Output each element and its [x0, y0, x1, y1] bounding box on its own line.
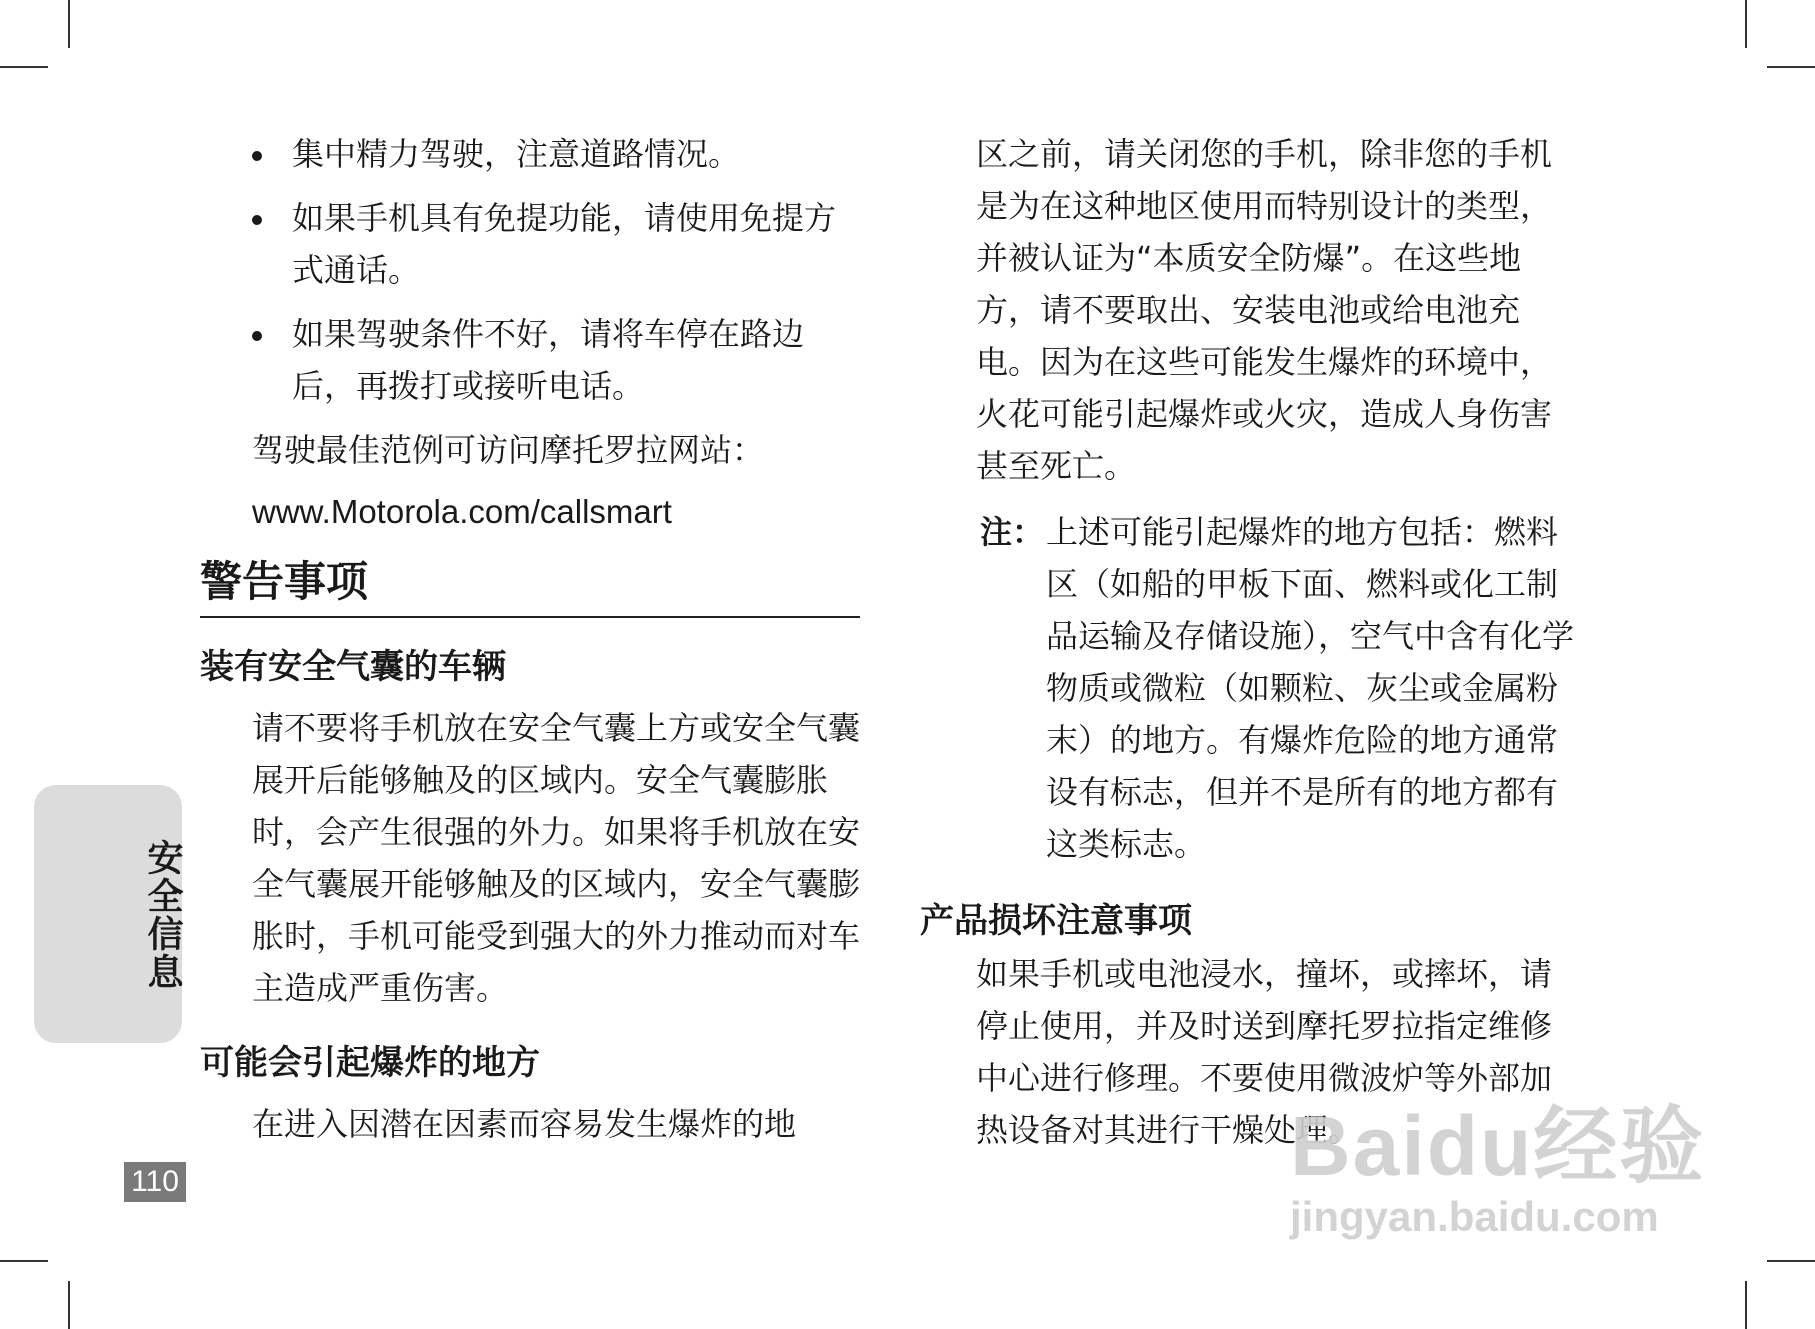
airbag-body: 请不要将手机放在安全气囊上方或安全气囊展开后能够触及的区域内。安全气囊膨胀时，会产生很强的外力。如果将手机放在安全气囊展开能够触及的区域内，安全气囊膨胀时，手机可能受到强大的外力推动而对车主造成严重伤害。	[252, 709, 861, 1007]
bullet-icon	[252, 331, 262, 341]
list-item: 如果手机具有免提功能，请使用免提方式通话。	[200, 192, 860, 296]
crop-mark	[0, 1260, 48, 1262]
right-column	[920, 128, 1580, 1156]
bullet-icon	[252, 215, 262, 225]
watermark-domain: jingyan.baidu.com	[1290, 1193, 1659, 1240]
airbag-heading: 装有安全气囊的车辆	[200, 647, 506, 687]
explosive-body-continued: 区之前，请关闭您的手机，除非您的手机是为在这种地区使用而特别设计的类型，并被认证为“本质安全防爆”。在这些地方，请不要取出、安装电池或给电池充电。因为在这些可能发生爆炸的环境中，火花可能引起爆炸或火灾，造成人身伤害甚至死亡。	[976, 135, 1553, 485]
left-column	[200, 128, 860, 1150]
list-item: 如果驾驶条件不好，请将车停在路边后，再拨打或接听电话。	[200, 308, 860, 412]
crop-mark	[1745, 0, 1747, 48]
note-body: 上述可能引起爆炸的地方包括：燃料区（如船的甲板下面、燃料或化工制品运输及存储设施），空气中含有化学物质或微粒（如颗粒、灰尘或金属粉末）的地方。有爆炸危险的地方通常设有标志，但并不是所有的地方都有这类标志。	[1046, 513, 1575, 863]
crop-mark	[68, 1281, 70, 1329]
note-label: 注：	[980, 513, 1045, 551]
driving-tips-list	[200, 128, 860, 412]
note-block	[920, 506, 1580, 870]
best-practices-text: 驾驶最佳范例可访问摩托罗拉网站：	[252, 431, 765, 469]
crop-mark	[0, 66, 48, 68]
page-number: 110	[124, 1162, 186, 1202]
section-title: 警告事项	[200, 557, 369, 606]
crop-mark	[1745, 1281, 1747, 1329]
list-item: 集中精力驾驶，注意道路情况。	[200, 128, 860, 180]
section-divider	[200, 616, 860, 618]
crop-mark	[1767, 66, 1815, 68]
watermark-logo: Baidu经验	[1290, 1099, 1706, 1193]
damage-body: 如果手机或电池浸水，撞坏，或摔坏，请停止使用，并及时送到摩托罗拉指定维修中心进行修理。不要使用微波炉等外部加热设备对其进行干燥处理。	[976, 955, 1553, 1149]
callsmart-url: www.Motorola.com/callsmart	[252, 493, 672, 530]
bullet-icon	[252, 151, 262, 161]
explosive-body-start: 在进入因潜在因素而容易发生爆炸的地	[252, 1105, 797, 1143]
side-tab	[34, 785, 182, 1043]
explosive-heading: 可能会引起爆炸的地方	[200, 1043, 540, 1083]
crop-mark	[68, 0, 70, 48]
damage-heading: 产品损坏注意事项	[920, 901, 1192, 941]
crop-mark	[1767, 1260, 1815, 1262]
side-tab-label: 安全信息	[142, 839, 183, 991]
